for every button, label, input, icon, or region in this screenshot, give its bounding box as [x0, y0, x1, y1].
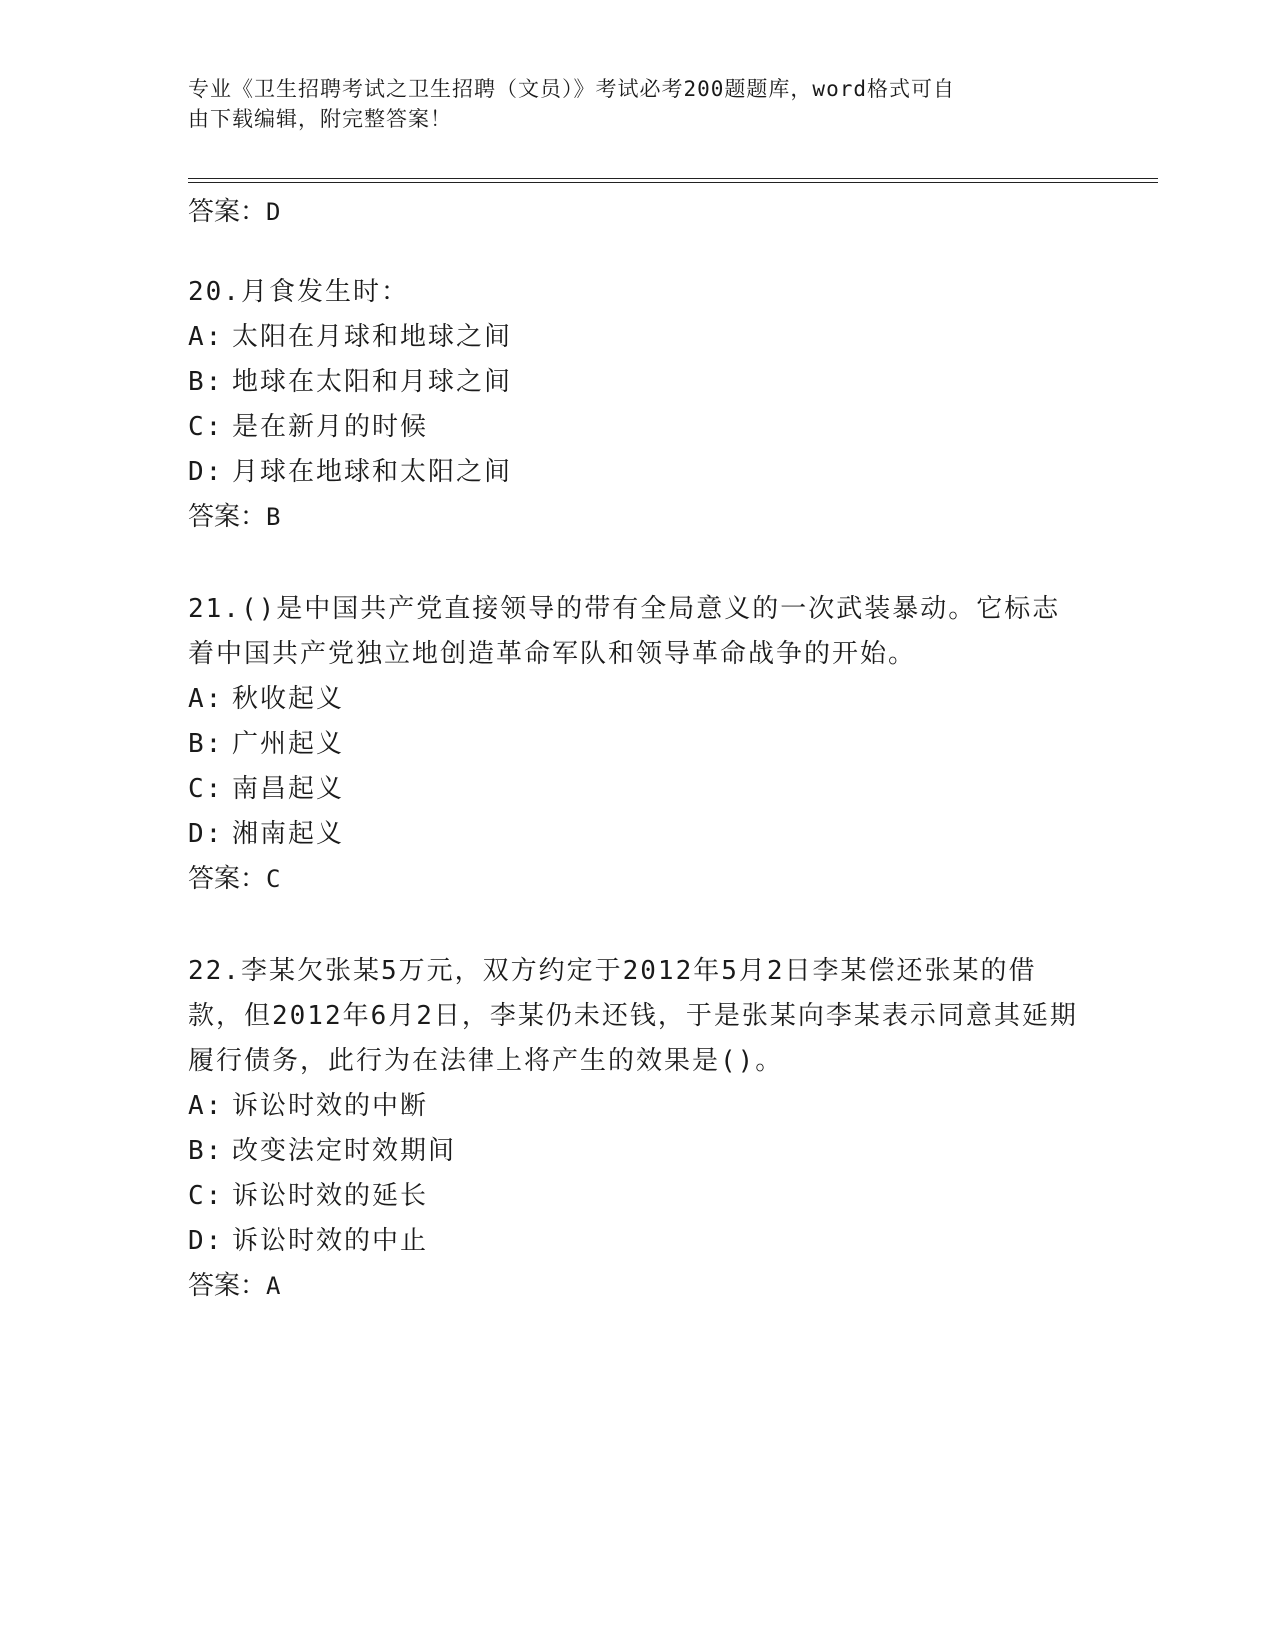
option-text: 诉讼时效的中断 — [232, 1091, 429, 1121]
answer-value: D — [266, 198, 281, 226]
header-divider — [188, 178, 1158, 183]
option-d — [188, 1219, 1088, 1264]
answer-line — [188, 190, 1088, 234]
answer-label: 答案： — [188, 864, 267, 894]
option-letter: D: — [188, 457, 224, 487]
question-stem: 21.()是中国共产党直接领导的带有全局意义的一次武装暴动。它标志着中国共产党独立地创造革命军队和领导革命战争的开始。 — [188, 594, 1061, 669]
option-letter: B: — [188, 1136, 224, 1166]
answer-value: A — [266, 1272, 281, 1300]
option-text: 诉讼时效的延长 — [232, 1181, 429, 1211]
option-text: 南昌起义 — [232, 774, 345, 804]
option-b — [188, 1129, 1088, 1174]
answer-label: 答案： — [188, 502, 267, 532]
option-d — [188, 812, 1088, 857]
answer-line — [188, 495, 1088, 539]
document-body — [188, 190, 1088, 1356]
question-stem: 20.月食发生时： — [188, 277, 409, 307]
option-letter: B: — [188, 367, 224, 397]
answer-label: 答案： — [188, 1271, 267, 1301]
option-letter: A: — [188, 1091, 224, 1121]
answer-label: 答案： — [188, 197, 267, 227]
option-letter: B: — [188, 729, 224, 759]
option-c — [188, 1174, 1088, 1219]
answer-line — [188, 857, 1088, 901]
header-line-2: 由下载编辑，附完整答案！ — [188, 107, 452, 131]
option-letter: D: — [188, 1226, 224, 1256]
option-letter: A: — [188, 322, 224, 352]
option-text: 广州起义 — [232, 729, 345, 759]
option-c — [188, 767, 1088, 812]
question-stem: 22.李某欠张某5万元，双方约定于2012年5月2日李某偿还张某的借款，但2012年6月2日，李某仍未还钱，于是张某向李某表示同意其延期履行债务，此行为在法律上将产生的效果是()。 — [188, 956, 1078, 1076]
answer-value: B — [266, 503, 281, 531]
option-text: 太阳在月球和地球之间 — [232, 322, 513, 352]
option-letter: D: — [188, 819, 224, 849]
answer-line — [188, 1264, 1088, 1308]
option-text: 月球在地球和太阳之间 — [232, 457, 513, 487]
option-letter: C: — [188, 1181, 224, 1211]
option-text: 地球在太阳和月球之间 — [232, 367, 513, 397]
option-letter: A: — [188, 684, 224, 714]
header-line-1: 专业《卫生招聘考试之卫生招聘（文员）》考试必考200题题库，word格式可自 — [188, 77, 955, 101]
option-text: 是在新月的时候 — [232, 412, 429, 442]
question-block — [188, 270, 1088, 539]
option-a — [188, 677, 1088, 722]
option-a — [188, 315, 1088, 360]
option-a — [188, 1084, 1088, 1129]
option-text: 改变法定时效期间 — [232, 1136, 457, 1166]
question-block — [188, 949, 1088, 1308]
option-text: 秋收起义 — [232, 684, 345, 714]
option-text: 诉讼时效的中止 — [232, 1226, 429, 1256]
answer-value: C — [266, 865, 281, 893]
option-letter: C: — [188, 412, 224, 442]
option-b — [188, 360, 1088, 405]
option-b — [188, 722, 1088, 767]
option-c — [188, 405, 1088, 450]
document-header — [188, 74, 1068, 134]
question-block — [188, 587, 1088, 901]
option-text: 湘南起义 — [232, 819, 345, 849]
option-letter: C: — [188, 774, 224, 804]
option-d — [188, 450, 1088, 495]
